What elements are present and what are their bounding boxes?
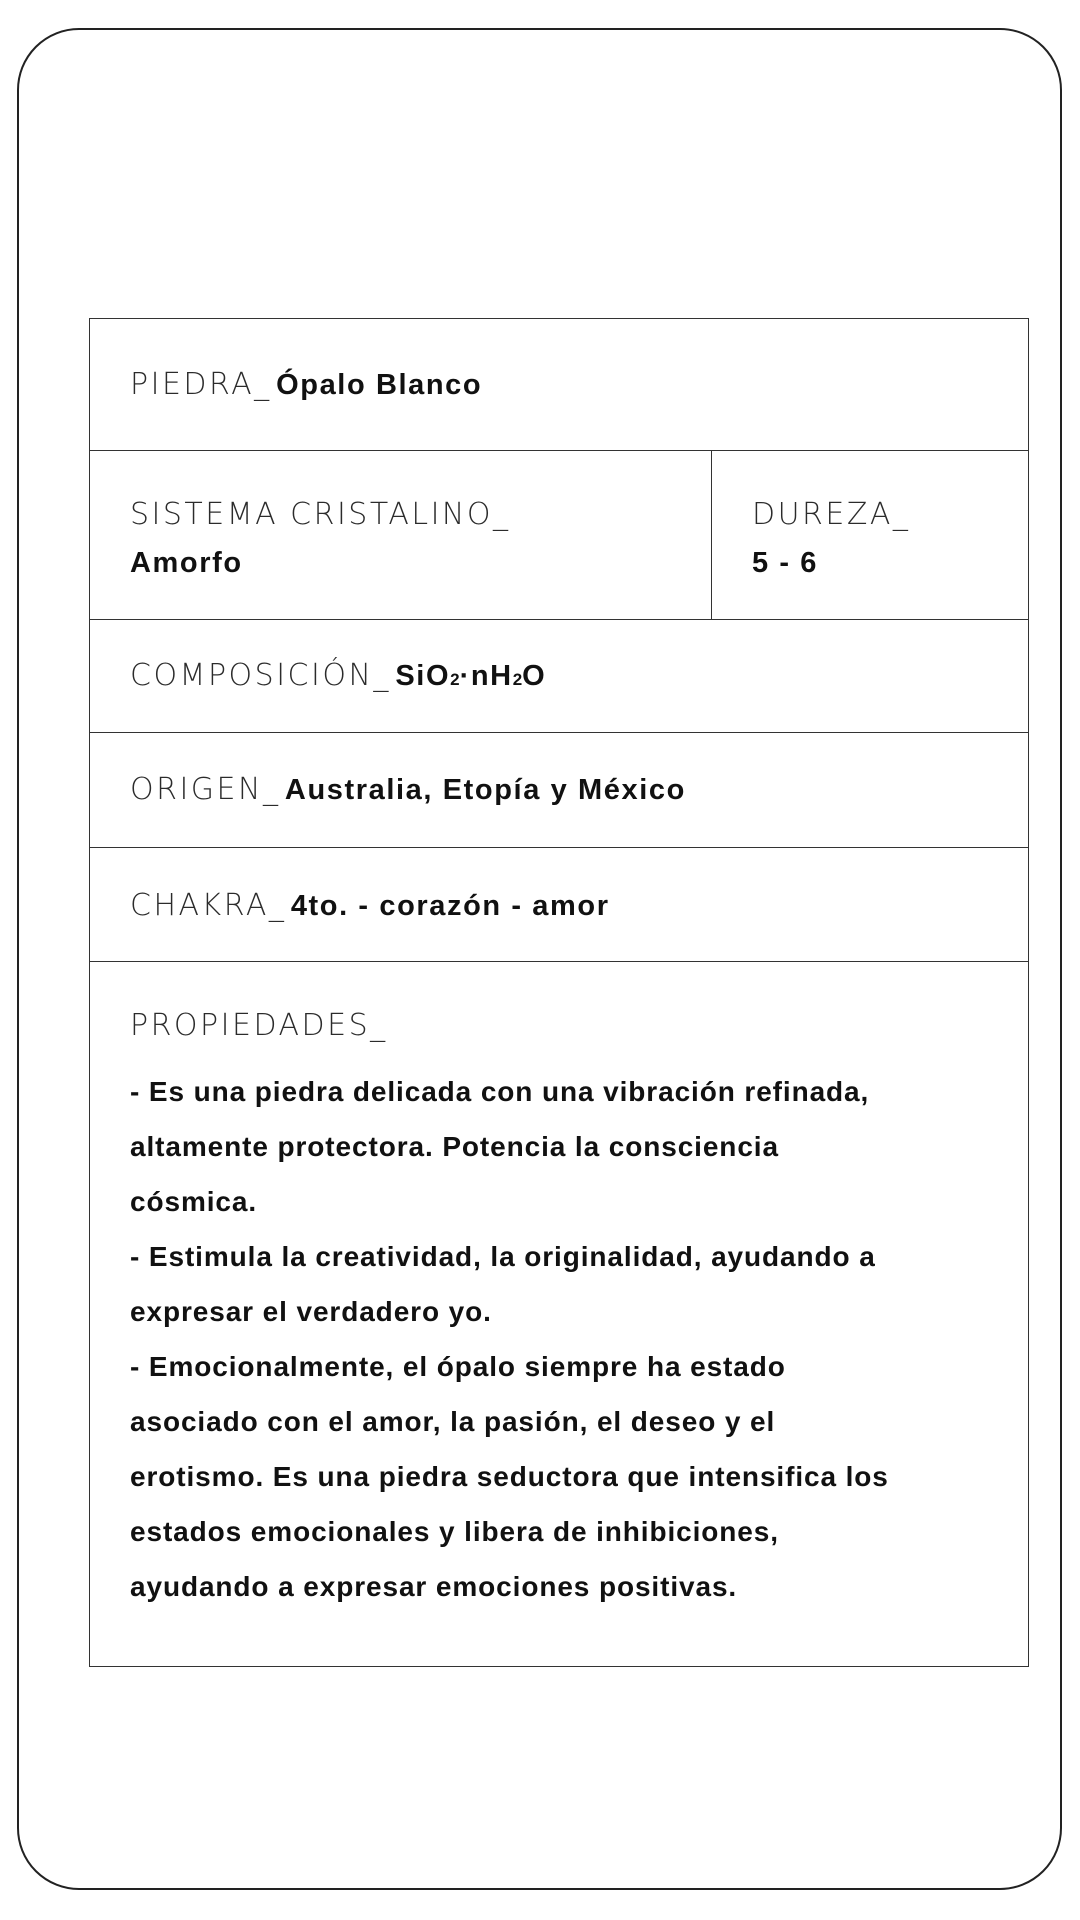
propiedades-line: - Estimula la creatividad, la originalidad, ayudando a	[130, 1241, 876, 1272]
sistema-cell	[90, 451, 712, 619]
formula-part-o: O	[522, 660, 547, 692]
dureza-cell	[712, 451, 1028, 619]
piedra-value: Ópalo Blanco	[276, 369, 483, 401]
propiedades-line: - Es una piedra delicada con una vibración refinada,	[130, 1076, 870, 1107]
formula-part-sio: SiO	[395, 660, 451, 692]
dureza-value: 5 - 6	[752, 547, 819, 579]
row-propiedades	[90, 962, 1028, 1666]
propiedades-line: erotismo. Es una piedra seductora que intensifica los	[130, 1461, 889, 1492]
origen-line	[130, 772, 686, 807]
propiedades-line: expresar el verdadero yo.	[130, 1296, 492, 1327]
propiedades-line: ayudando a expresar emociones positivas.	[130, 1571, 738, 1602]
propiedades-line: altamente protectora. Potencia la consciencia	[130, 1131, 779, 1162]
row-origen	[90, 733, 1028, 848]
formula-subscript-2: 2	[450, 670, 460, 689]
stone-info-card	[89, 318, 1029, 1667]
propiedades-line: cósmica.	[130, 1186, 258, 1217]
chakra-label: CHAKRA_	[130, 888, 287, 923]
sistema-label: SISTEMA CRISTALINO_	[130, 497, 511, 532]
piedra-line	[130, 367, 482, 402]
sistema-value: Amorfo	[130, 547, 243, 579]
formula-part-nh: ·nH	[459, 660, 513, 692]
phone-frame	[17, 28, 1062, 1890]
propiedades-text	[130, 1064, 990, 1614]
row-piedra	[90, 319, 1028, 451]
composicion-line	[130, 658, 546, 693]
chakra-value: 4to. - corazón - amor	[290, 890, 610, 922]
piedra-label: PIEDRA_	[130, 367, 272, 402]
composicion-formula	[395, 660, 546, 692]
propiedades-label: PROPIEDADES_	[130, 1008, 388, 1043]
row-composicion	[90, 620, 1028, 733]
origen-value: Australia, Etopía y México	[284, 774, 686, 806]
row-sistema-dureza	[90, 451, 1028, 620]
propiedades-line: estados emocionales y libera de inhibiciones,	[130, 1516, 779, 1547]
formula-subscript-2b: 2	[512, 670, 523, 689]
chakra-line	[130, 888, 610, 923]
row-chakra	[90, 848, 1028, 962]
composicion-label: COMPOSICIÓN_	[130, 658, 391, 693]
propiedades-line: asociado con el amor, la pasión, el deseo y el	[130, 1406, 776, 1437]
dureza-label: DUREZA_	[752, 497, 911, 532]
origen-label: ORIGEN_	[130, 772, 281, 807]
propiedades-line: - Emocionalmente, el ópalo siempre ha estado	[130, 1351, 786, 1382]
